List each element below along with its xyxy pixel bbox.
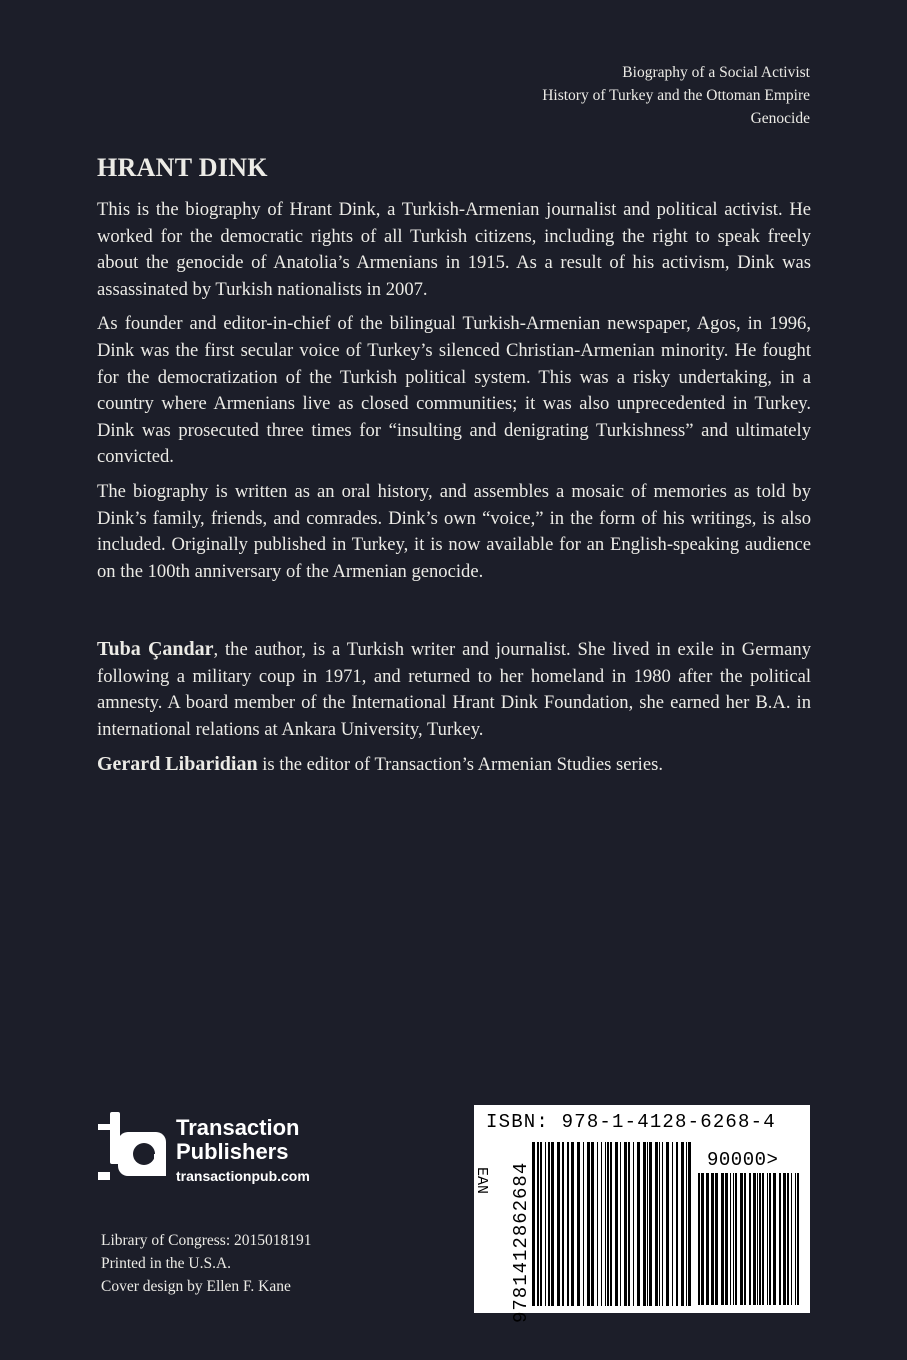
barcode-bar [545,1142,546,1306]
barcode-bar [571,1142,574,1306]
barcode-bar [597,1142,598,1306]
isbn-label: ISBN: 978-1-4128-6268-4 [486,1111,776,1133]
barcode-bar [583,1142,584,1306]
barcode-bar [649,1142,652,1306]
publisher-logo [96,1110,346,1190]
barcode-bar [744,1173,746,1305]
barcode-bar [681,1142,684,1306]
barcode-bar [537,1142,539,1306]
barcode-bar [610,1142,612,1306]
barcode-bar [624,1142,627,1306]
isbn-barcode [473,1105,810,1323]
barcode-bar [773,1173,776,1305]
description-paragraph: This is the biography of Hrant Dink, a Turkish-Armenian journalist and political activist. He worked for the democratic rights of all Turkish citizens, including the right to speak freely about the genocide of Anatolia’s Armenians in 1915. As a result of his activism, Dink was assassinated by Turkish nationalists in 2007. [97,199,811,300]
barcode-bar [659,1142,660,1306]
barcode-bar [647,1142,648,1306]
barcode-bar [749,1173,751,1305]
publisher-name-line: Transaction [176,1115,300,1140]
author-bio [97,636,811,743]
barcode-bar [783,1173,786,1305]
book-title: HRANT DINK [97,153,268,182]
barcode-bar [701,1173,704,1305]
barcode-bar [601,1142,602,1306]
barcode-bar [557,1142,560,1306]
barcode-bar [620,1142,621,1306]
barcode-bar [767,1173,768,1305]
barcode-bar [577,1142,580,1306]
barcode-bar [607,1142,609,1306]
category-line: Biography of a Social Activist [622,64,810,81]
category-line: Genocide [750,110,810,127]
category-line: History of Turkey and the Ottoman Empire [542,87,810,104]
barcode-bars [532,1142,692,1306]
barcode-bar [540,1142,542,1306]
barcode-bar [787,1173,789,1305]
barcode-bar [591,1142,594,1306]
editor-bio [97,751,811,779]
editor-name: Gerard Libaridian [97,753,258,776]
barcode-bar [735,1173,737,1305]
barcode-bar [706,1173,709,1305]
barcode-bar [548,1142,550,1306]
author-name: Tuba Çandar [97,638,214,660]
barcode-bar [688,1142,691,1306]
barcode-bar [762,1173,764,1305]
barcode-bar [733,1173,734,1305]
barcode-bar [759,1173,761,1305]
barcode-bar [615,1142,618,1306]
barcode-bar [676,1142,678,1306]
colophon [101,1229,312,1298]
barcode-bar [721,1173,724,1305]
barcode-bar [662,1142,663,1306]
barcode-bar [551,1142,554,1306]
barcode-bar [797,1173,799,1305]
editor-bio-text: is the editor of Transaction’s Armenian Studies series. [257,754,663,776]
description-paragraph: The biography is written as an oral history, and assembles a mosaic of memories as told by Dink’s family, friends, and comrades. Dink’s own “voice,” in the form of his writings, is also included. Originally published in Turkey, it is now available for an English-speaking audience on the 100th anniversary of the Armenian genocide. [97,480,811,582]
contributors-section [97,636,811,787]
barcode-bar [672,1142,673,1306]
barcode-bar [655,1142,658,1306]
barcode-bar [562,1142,564,1306]
barcode-bar [643,1142,646,1306]
transaction-logo-icon [96,1110,168,1186]
book-description [97,197,811,593]
barcode-bar [757,1173,758,1305]
barcode-bar [698,1173,700,1305]
barcode-bar [769,1173,771,1305]
barcode-bar [753,1173,756,1305]
colophon-line: Printed in the U.S.A. [101,1255,232,1272]
description-paragraph: As founder and editor-in-chief of the bilingual Turkish-Armenian newspaper, Agos, in 1996, Dink was the first secular voice of Turkey’s silenced Christian-Armenian minority. He fought for the democratization of the Turkish political system. This was a risky undertaking, in a country where Armenians live as closed communities; it was also unprecedented in Turkey. Dink was prosecuted three times for “insulting and denigrating Turkishness” and ultimately convicted. [97,313,811,468]
barcode-bar [587,1142,590,1306]
barcode-bar [637,1142,640,1306]
subject-categories [542,61,810,130]
barcode-bar [730,1173,731,1305]
barcode-bar [791,1173,792,1305]
barcode-bar [532,1142,535,1306]
author-bio-text: , the author, is a Turkish writer and journalist. She lived in exile in Germany following a military coup in 1971, and returned to her homeland in 1980 after the political amnesty. A board member of the International Hrant Dink Foundation, she earned her B.A. in international relations at Ankara University, Turkey. [97,639,811,740]
price-code: 90000> [707,1149,779,1171]
barcode-bar [567,1142,569,1306]
barcode-bar [795,1173,796,1305]
barcode-bar [666,1142,669,1306]
colophon-line: Cover design by Ellen F. Kane [101,1278,291,1295]
ean-digits: 9781412862684 [510,1161,532,1323]
barcode-bar [715,1173,718,1305]
publisher-url: transactionpub.com [176,1168,310,1184]
barcode-bar [628,1142,630,1306]
barcode-bar [633,1142,634,1306]
barcode-bar [779,1173,781,1305]
barcode-bar [711,1173,714,1305]
ean-label: EAN [473,1167,490,1195]
barcode-bar [605,1142,606,1306]
barcode-addon-bars [698,1173,802,1305]
barcode-bar [725,1173,728,1305]
publisher-name-line: Publishers [176,1139,289,1164]
barcode-bar [686,1142,687,1306]
barcode-bar [740,1173,743,1305]
publisher-name [176,1116,299,1164]
colophon-line: Library of Congress: 2015018191 [101,1232,312,1249]
